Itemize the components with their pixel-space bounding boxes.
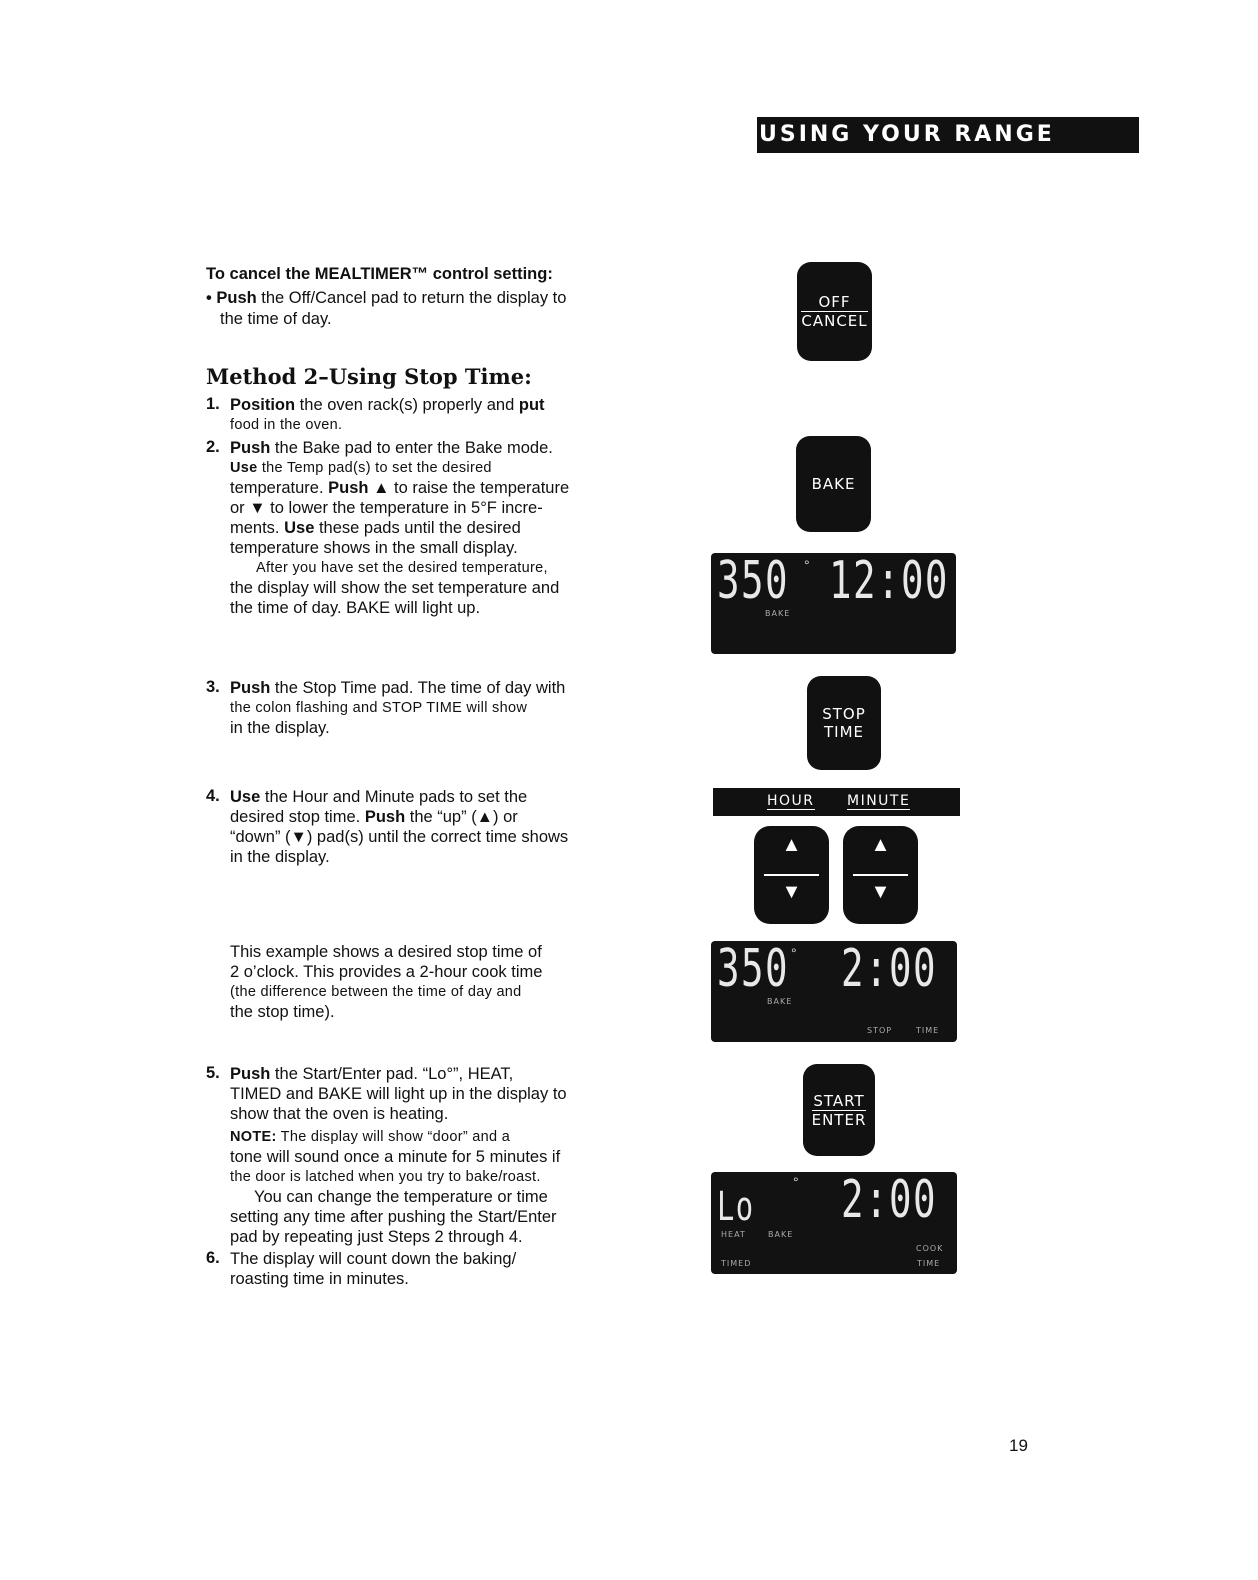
- pad-label: STOP: [822, 705, 866, 723]
- display-temperature: 350: [717, 939, 789, 999]
- step-number: 5.: [206, 1064, 220, 1082]
- pad-label: START: [813, 1091, 865, 1110]
- oven-display: [711, 1172, 957, 1274]
- bullet-lead: • Push: [206, 289, 257, 307]
- cancel-heading: To cancel the MEALTIMER™ control setting:: [206, 265, 553, 283]
- pad-label: OFF: [818, 293, 851, 311]
- timed-indicator: TIMED: [721, 1259, 752, 1268]
- start-enter-pad[interactable]: [803, 1064, 875, 1156]
- bake-indicator: BAKE: [767, 997, 793, 1006]
- minute-pad[interactable]: [843, 826, 918, 924]
- display-temperature: 350: [717, 551, 789, 611]
- degree-symbol: °: [804, 557, 810, 573]
- bake-indicator: BAKE: [768, 1230, 794, 1239]
- degree-symbol: °: [791, 945, 797, 961]
- method-heading: Method 2–Using Stop Time:: [206, 364, 532, 389]
- cook-indicator: COOK: [916, 1244, 944, 1253]
- pad-label: BAKE: [811, 475, 856, 493]
- step-number: 3.: [206, 678, 220, 696]
- pad-label: TIME: [823, 723, 864, 741]
- step-number: 4.: [206, 787, 220, 805]
- off-cancel-pad[interactable]: [797, 262, 872, 361]
- example-paragraph: This example shows a desired stop time of 2 o’clock. This provides a 2-hour cook time (the difference between the time of day and the stop time).: [230, 943, 543, 1021]
- stop-indicator: STOP: [867, 1026, 893, 1035]
- display-temperature: Lo: [717, 1184, 755, 1230]
- bake-pad[interactable]: [796, 436, 871, 532]
- bullet-text: the Off/Cancel pad to return the display to: [256, 289, 567, 307]
- hour-pad[interactable]: [754, 826, 829, 924]
- degree-symbol: °: [793, 1174, 799, 1190]
- page-number: 19: [1009, 1436, 1028, 1455]
- hour-down-icon[interactable]: ▼: [781, 881, 802, 903]
- pad-label: CANCEL: [801, 312, 868, 330]
- minute-label: MINUTE: [847, 793, 911, 809]
- display-time: 12:00: [829, 551, 949, 611]
- cancel-bullet: [206, 288, 566, 308]
- stop-time-pad[interactable]: [807, 676, 881, 770]
- step-1: Position the oven rack(s) properly and put food in the oven.: [230, 396, 545, 433]
- step-5: Push the Start/Enter pad. “Lo°”, HEAT, TIMED and BAKE will light up in the display to show that the oven is heating. NOTE: The display will show “door” and a tone will sound once a minute for 5 minutes if the door is latched when you try to bake/roast. You can change the temperature or time setting any time after pushing the Start/Enter pad by repeating just Steps 2 through 4.: [230, 1065, 567, 1246]
- hour-up-icon[interactable]: ▲: [781, 834, 802, 856]
- step-3: Push the Stop Time pad. The time of day with the colon flashing and STOP TIME will show in the display.: [230, 679, 566, 737]
- hour-minute-label-bar: [713, 788, 960, 816]
- cancel-bullet-line2: the time of day.: [220, 310, 332, 328]
- step-2: Push the Bake pad to enter the Bake mode. Use the Temp pad(s) to set the desired temperature. Push ▲ to raise the temperature or ▼ to lower the temperature in 5°F incre- ments. Use these pads until the desired temperature shows in the small display. After you have set the desired temperature, the display will show the set temperature and the time of day. BAKE will light up.: [230, 439, 570, 617]
- display-time: 2:00: [841, 939, 937, 999]
- display-time: 2:00: [841, 1170, 937, 1230]
- bake-indicator: BAKE: [765, 609, 791, 618]
- step-number: 6.: [206, 1249, 220, 1267]
- time-indicator: TIME: [917, 1259, 941, 1268]
- step-number: 1.: [206, 395, 220, 413]
- section-header: USING YOUR RANGE: [757, 117, 1139, 153]
- step-6: The display will count down the baking/ roasting time in minutes.: [230, 1250, 517, 1288]
- hour-label: HOUR: [767, 793, 815, 809]
- time-indicator: TIME: [916, 1026, 940, 1035]
- minute-up-icon[interactable]: ▲: [870, 834, 891, 856]
- oven-display: [711, 553, 956, 654]
- step-number: 2.: [206, 438, 220, 456]
- minute-down-icon[interactable]: ▼: [870, 881, 891, 903]
- pad-label: ENTER: [811, 1110, 867, 1129]
- step-4: Use the Hour and Minute pads to set the desired stop time. Push the “up” (▲) or “down” (▼) pad(s) until the correct time shows in the display.: [230, 788, 569, 866]
- oven-display: [711, 941, 957, 1042]
- heat-indicator: HEAT: [721, 1230, 746, 1239]
